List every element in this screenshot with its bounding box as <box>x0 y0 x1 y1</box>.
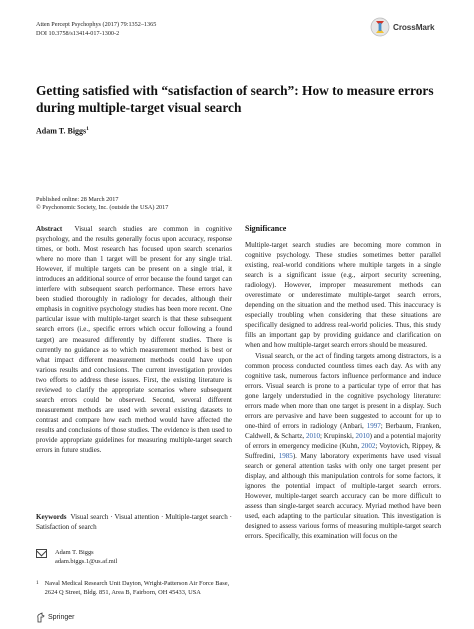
journal-header <box>36 21 156 38</box>
article-title: Getting satisfied with “satisfaction of search”: How to measure errors during multiple-target visual search <box>36 83 434 115</box>
author-line <box>36 126 89 136</box>
correspondence <box>36 548 232 566</box>
significance-paragraph: Multiple-target search studies are becoming more common in cognitive psychology. These studies sometimes better parallel existing, real-world conditions where multiple targets in a single search is a significant issue (e.g., airport security screening, radiology). However, improper measurement methods can overestimate or underestimate multiple-target search errors, depending on the situation and the method used. This inaccuracy is especially troubling when considering that these situations are specifically designed to address real-world policies. Thus, this study fills an important gap by providing guidance and clarification on when and how multiple-target search errors should be measured. <box>245 241 441 350</box>
citation-link[interactable]: 2010 <box>305 431 321 440</box>
journal-citation: Atten Percept Psychophys (2017) 79:1352–1365 <box>36 21 157 28</box>
affiliation-text: Naval Medical Research Unit Dayton, Wright-Patterson Air Force Base, 2624 Q Street, Bldg. 851, Area B, Fairborn, OH 45433, USA <box>44 580 230 596</box>
copyright-line: © Psychonomic Society, Inc. (outside the USA) 2017 <box>36 204 169 212</box>
abstract <box>36 224 232 455</box>
envelope-icon <box>36 549 47 558</box>
publication-info <box>36 196 168 213</box>
publisher-name: Springer <box>48 614 75 621</box>
citation-link[interactable]: 1985 <box>278 451 293 460</box>
doi-line: DOI 10.3758/s13414-017-1300-2 <box>36 29 120 37</box>
keywords <box>36 512 232 532</box>
author-name: Adam T. Biggs <box>36 126 87 136</box>
crossmark-badge[interactable] <box>370 16 442 38</box>
crossmark-label: CrossMark <box>393 22 435 32</box>
springer-horse-icon <box>36 612 45 623</box>
citation-link[interactable]: 2010 <box>355 431 370 440</box>
affiliation <box>36 579 232 597</box>
significance-body <box>245 240 441 541</box>
intro-paragraph: Visual search, or the act of finding targets among distractors, is a common process conducted countless times each day. As with any cognitive task, numerous factors influence performance and induce errors. Visual search is prone to a particular type of error that has gone largely understudied in the cognitive psychology literature: errors made when more than one target is present in a display. Such errors are pervasive and have been suggested to account for up to one-third of errors in radiology (Anbari, 1997; Berbaum, Franken, Caldwell, & Schartz, 2010; Krupinski, 2010) and a potential majority of errors in emergency medicine (Kuhn, 2002; Voytovich, Rippey, & Suffredini, 1985). Many laboratory experiments have used visual search or general attention tasks with only one target present per display, and although this manipulation controls for some factors, it ignores the potential impact of multiple-target search errors. However, multiple-target search accuracy can be more difficult to assess than single-target search accuracy. Myriad method have been used, each adapting to the particular situation. This investigation is designed to assess various forms of measuring multiple-target search errors. Specifically, this examination will focus on the <box>245 351 441 541</box>
citation-link[interactable]: 1997 <box>366 421 381 430</box>
correspondence-name: Adam T. Biggs <box>55 549 94 556</box>
published-date: Published online: 28 March 2017 <box>36 196 119 203</box>
publisher-logo <box>36 612 74 623</box>
keywords-label: Keywords <box>36 513 67 521</box>
affiliation-mark: 1 <box>36 580 39 586</box>
keywords-text: Visual search · Visual attention · Multiple-target search · Satisfaction of search <box>36 513 232 531</box>
author-affil-mark: 1 <box>86 126 89 132</box>
citation-link[interactable]: 2002 <box>361 441 376 450</box>
abstract-text: Visual search studies are common in cognitive psychology, and the results generally focus upon accuracy, response times, or both. Most research has focused upon search scenarios where no more than 1 target will be present for any single trial. However, if multiple targets can be present on a single trial, it introduces an additional source of error because the found target can interfere with subsequent search performance. These errors have been studied thoroughly in radiology for decades, although their emphasis in cognitive psychology studies has been more recent. One particular issue with multiple-target search is that these subsequent search errors (i.e., specific errors which occur following a found target) are measured differently by different studies. There is currently no guidance as to which measurement method is best or what impact different measurement methods could have upon various results and conclusions. The current investigation provides two efforts to address these issues. First, the existing literature is reviewed to clarify the appropriate scenarios where subsequent search errors could be observed. Second, several different measurement methods are used with several existing datasets to contrast and compare how each method would have affected the results and conclusions of those studies. The evidence is then used to provide appropriate guidelines for measuring multiple-target search errors in future studies. <box>36 225 232 455</box>
crossmark-icon <box>370 17 390 37</box>
correspondence-email[interactable]: adam.biggs.1@us.af.mil <box>55 558 118 565</box>
significance-heading: Significance <box>245 224 287 233</box>
abstract-label: Abstract <box>36 225 63 233</box>
